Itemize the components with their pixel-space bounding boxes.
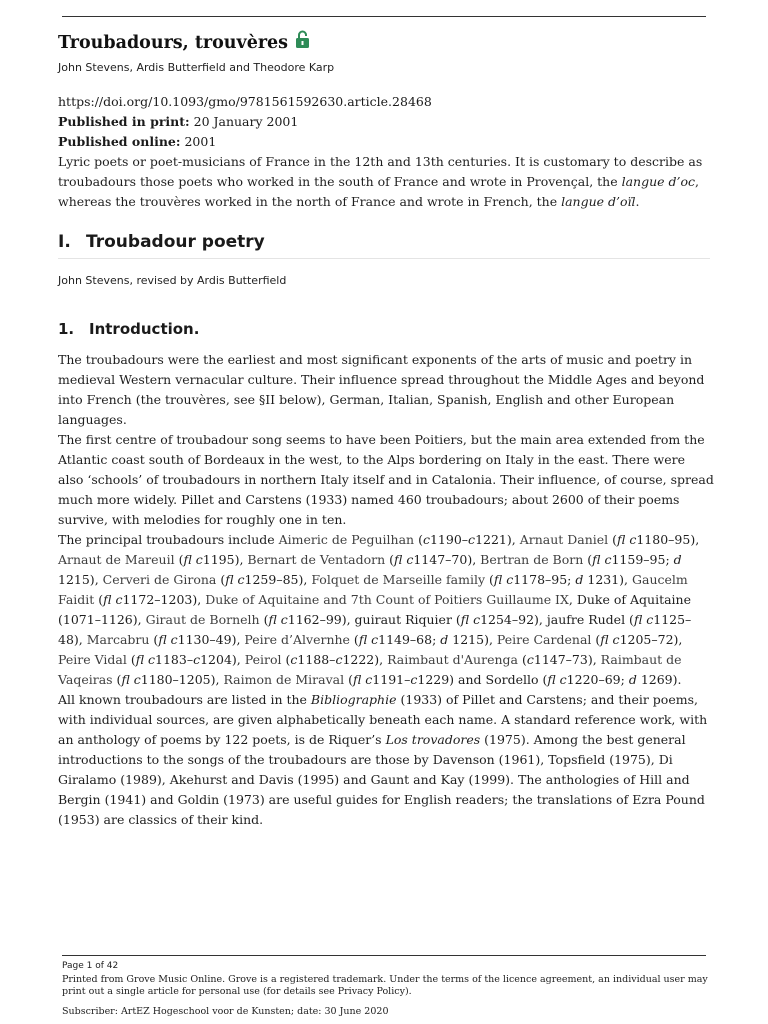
text: 1215), xyxy=(448,632,497,647)
text: 1180–95), xyxy=(636,532,700,547)
text: 1159–95; xyxy=(611,552,674,567)
italic: d xyxy=(575,572,584,587)
published-online-value: 2001 xyxy=(180,134,217,149)
abstract-text: . xyxy=(635,194,640,209)
abstract-italic: langue d’oc xyxy=(621,174,696,189)
text: 1191– xyxy=(372,672,411,687)
text: 1180–1205), xyxy=(140,672,224,687)
italic: fl c xyxy=(121,672,141,687)
article-authors: John Stevens, Ardis Butterfield and Theodore Karp xyxy=(58,61,335,74)
italic: fl c xyxy=(617,532,637,547)
footer-rule xyxy=(62,955,706,956)
link-cerveri[interactable]: Cerveri de Girona xyxy=(102,572,217,587)
italic: c xyxy=(410,672,418,687)
italic: fl c xyxy=(547,672,567,687)
text: 1190– xyxy=(429,532,469,547)
abstract-italic: langue d’oïl xyxy=(561,194,636,209)
link-gaucelm[interactable]: Gaucelm Faidit xyxy=(58,572,688,607)
text: ( xyxy=(344,672,353,687)
published-print-label: Published in print: xyxy=(58,114,190,129)
italic: fl c xyxy=(493,572,514,587)
text: 1222), xyxy=(342,652,388,667)
text: (1933) of Pillet and Carstens; and their poems, with individual sources, are given alphabetically beneath each name. A standard reference work, with an anthology of poems by 122 poets, is de Riquer’s xyxy=(58,692,708,747)
article-meta xyxy=(58,92,714,152)
subscriber-line: Subscriber: ArtEZ Hogeschool voor de Kunsten; date: 30 June 2020 xyxy=(62,1006,389,1017)
section-heading xyxy=(58,232,710,259)
italic: Bibliographie xyxy=(310,692,397,707)
italic: c xyxy=(290,652,298,667)
paragraph-4 xyxy=(58,690,714,830)
text: ( xyxy=(485,572,494,587)
italic: c xyxy=(422,532,430,547)
text: 1188– xyxy=(297,652,336,667)
text: 1162–99), guiraut Riquier ( xyxy=(287,612,461,627)
subsection-title: Introduction. xyxy=(89,320,200,338)
text: 1220–69; xyxy=(566,672,629,687)
subsection-heading xyxy=(58,320,714,338)
published-online xyxy=(58,132,714,152)
link-peire-cardenal[interactable]: Peire Cardenal xyxy=(496,632,592,647)
link-aimeric[interactable]: Aimeric de Peguilhan xyxy=(278,532,415,547)
text: 1229) and Sordello ( xyxy=(417,672,548,687)
printed-notice: Printed from Grove Music Online. Grove is a registered trademark. Under the terms of the licence agreement, an individual user may print out a single article for personal use (for details see Privacy Policy). xyxy=(62,974,708,997)
italic: fl c xyxy=(103,592,123,607)
text: 1130–49), xyxy=(177,632,245,647)
section-title: Troubadour poetry xyxy=(86,232,265,252)
text: The principal troubadours include xyxy=(58,532,279,547)
link-arnaut-mareuil[interactable]: Arnaut de Mareuil xyxy=(58,552,175,567)
text: 1147–73), xyxy=(533,652,601,667)
text: 1259–85), xyxy=(244,572,312,587)
text: ( xyxy=(126,652,136,667)
text: 1183– xyxy=(155,652,194,667)
text: ( xyxy=(608,532,618,547)
article xyxy=(58,33,714,830)
abstract-text: , whereas the trouvères worked in the north of France and wrote in French, the xyxy=(58,174,700,209)
italic: c xyxy=(193,652,201,667)
text: 1221), xyxy=(475,532,520,547)
italic: d xyxy=(440,632,449,647)
italic: c xyxy=(526,652,534,667)
italic: c xyxy=(468,532,476,547)
doi-link[interactable]: https://doi.org/10.1093/gmo/9781561592630.article.28468 xyxy=(58,94,432,109)
text: ( xyxy=(518,652,527,667)
section-number: I. xyxy=(58,232,71,252)
italic: fl c xyxy=(135,652,156,667)
italic: fl c xyxy=(268,612,288,627)
link-guillaume[interactable]: Duke of Aquitaine and 7th Count of Poitiers Guillaume IX xyxy=(205,592,569,607)
link-peire-vidal[interactable]: Peire Vidal xyxy=(58,652,127,667)
text: 1254–92), jaufre Rudel ( xyxy=(480,612,634,627)
text: ( xyxy=(174,552,184,567)
abstract xyxy=(58,152,714,212)
text: (1975). Among the best general introductions to the songs of the troubadours are those by Davenson (1961), Topsfield (1975), Di Giralamo (1989), Akehurst and Davis (1995) and Gaunt and Kay (1999). The anthologies of Hill and Bergin (1941) and Goldin (1973) are useful guides for English readers; the translations of Ezra Pound (1953) are classics of their kind. xyxy=(58,732,705,827)
open-lock-icon xyxy=(295,30,310,49)
text: ( xyxy=(385,552,395,567)
link-peire-alvernhe[interactable]: Peire d’Alvernhe xyxy=(244,632,350,647)
link-raimon[interactable]: Raimon de Miraval xyxy=(223,672,345,687)
text: 1147–70), xyxy=(413,552,481,567)
link-peirol[interactable]: Peirol xyxy=(244,652,282,667)
text: ( xyxy=(94,592,104,607)
abstract-text: Lyric poets or poet-musicians of France in the 12th and 13th centuries. It is customary to describe as troubadours those poets who worked in the south of France and wrote in Provençal, the xyxy=(58,154,703,189)
text: 1178–95; xyxy=(513,572,576,587)
link-giraut[interactable]: Giraut de Bornelh xyxy=(145,612,260,627)
italic: d xyxy=(628,672,637,687)
text: 1149–68; xyxy=(378,632,441,647)
title-row xyxy=(58,33,714,53)
link-bernart[interactable]: Bernart de Ventadorn xyxy=(247,552,386,567)
paragraph-3 xyxy=(58,530,714,690)
text: ( xyxy=(149,632,159,647)
text: 1231), xyxy=(583,572,632,587)
paragraph-2: The first centre of troubadour song seems to have been Poitiers, but the main area extended from the Atlantic coast south of Bordeaux in the west, to the Alps bordering on Italy in the east. There were also ‘schools’ of troubadours in northern Italy itself and in Catalonia. Their influence, of course, spread much more widely. Pillet and Carstens (1933) named 460 troubadours; about 2600 of their poems survive, with melodies for roughly one in ten. xyxy=(58,432,714,527)
text: 1204), xyxy=(200,652,245,667)
italic: Los trovadores xyxy=(385,732,481,747)
text: 1172–1203), xyxy=(122,592,206,607)
page-footer xyxy=(62,961,712,1017)
italic: d xyxy=(673,552,682,567)
link-raimbaut-vaqeiras[interactable]: Raimbaut de Vaqeiras xyxy=(58,652,682,687)
link-bertran[interactable]: Bertran de Born xyxy=(480,552,584,567)
italic: fl c xyxy=(225,572,245,587)
top-rule xyxy=(62,16,706,17)
section-byline: John Stevens, revised by Ardis Butterfield xyxy=(58,274,287,287)
link-folquet[interactable]: Folquet de Marseille family xyxy=(311,572,486,587)
italic: c xyxy=(335,652,343,667)
text: 1205–72), xyxy=(619,632,683,647)
italic: fl c xyxy=(158,632,178,647)
text: All known troubadours are listed in the xyxy=(58,692,311,707)
text: ( xyxy=(216,572,226,587)
text: 1269). xyxy=(636,672,682,687)
text: ( xyxy=(259,612,269,627)
published-print xyxy=(58,112,714,132)
italic: fl c xyxy=(358,632,379,647)
text: 1195), xyxy=(202,552,248,567)
text: ( xyxy=(112,672,122,687)
text: ( xyxy=(583,552,593,567)
link-arnaut-daniel[interactable]: Arnaut Daniel xyxy=(519,532,609,547)
text: ( xyxy=(591,632,601,647)
text: ( xyxy=(349,632,359,647)
italic: fl c xyxy=(183,552,203,567)
text: 1215), xyxy=(58,572,103,587)
text: ( xyxy=(281,652,291,667)
paragraph-1: The troubadours were the earliest and most significant exponents of the arts of music and poetry in medieval Western vernacular culture. Their influence spread throughout the Middle Ages and beyond into French (the trouvères, see §II below), German, Italian, Spanish, English and other European languages. xyxy=(58,352,705,427)
subsection-number: 1. xyxy=(58,320,75,338)
text: ( xyxy=(414,532,423,547)
published-print-value: 20 January 2001 xyxy=(189,114,299,129)
text: , Duke of Aquitaine (1071–1126), xyxy=(58,592,691,627)
italic: fl c xyxy=(460,612,481,627)
italic: fl c xyxy=(394,552,414,567)
page-number: Page 1 of 42 xyxy=(62,961,119,971)
text: 1125–48), xyxy=(58,612,692,647)
italic: fl c xyxy=(600,632,620,647)
italic: fl c xyxy=(592,552,612,567)
published-online-label: Published online: xyxy=(58,134,181,149)
link-raimbaut-aurenga[interactable]: Raimbaut d'Aurenga xyxy=(387,652,518,667)
link-marcabru[interactable]: Marcabru xyxy=(86,632,150,647)
italic: fl c xyxy=(633,612,654,627)
article-title: Troubadours, trouvères xyxy=(58,33,289,53)
italic: fl c xyxy=(352,672,373,687)
